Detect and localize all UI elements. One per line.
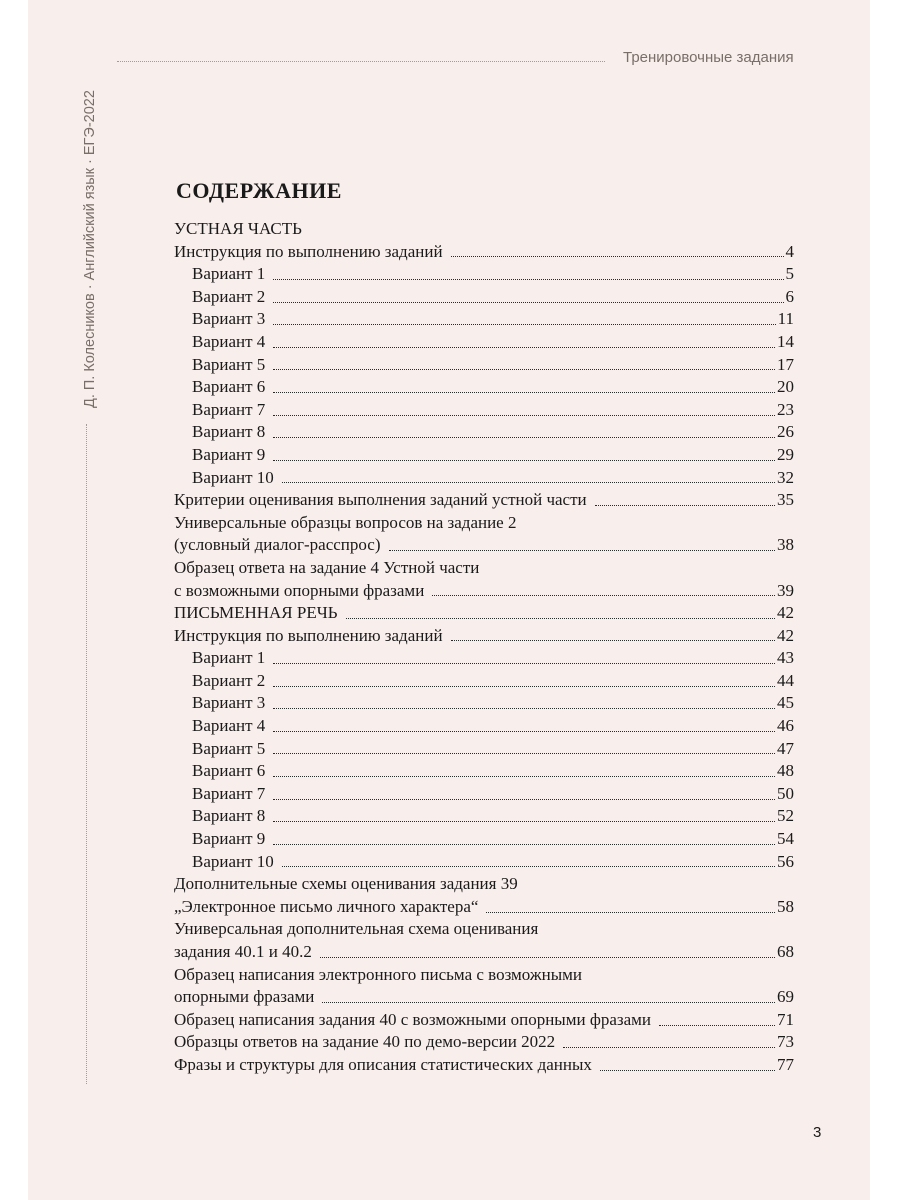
toc-entry-title: Вариант 7 [192,783,266,803]
toc-entry-page: 54 [777,829,794,849]
toc-leader-dots [563,1047,775,1048]
toc-entry [174,512,794,535]
toc-leader-dots [273,708,775,709]
toc-entry-page: 11 [777,309,794,329]
toc-entry-title: Инструкция по выполнению заданий [174,625,443,645]
toc-entry [174,896,794,919]
toc-entry [174,331,794,354]
toc-entry-title: Дополнительные схемы оценивания задания 39 [174,874,518,894]
toc-entry-title: Вариант 3 [192,309,266,329]
toc-leader-dots [273,844,775,845]
toc-entry-title: УСТНАЯ ЧАСТЬ [174,219,302,238]
toc-leader-dots [282,866,775,867]
toc-entry [174,1054,794,1077]
toc-leader-dots [273,686,775,687]
table-of-contents [174,218,794,1077]
toc-entry-page: 69 [777,987,794,1007]
toc-entry [174,580,794,603]
toc-entry [174,828,794,851]
toc-leader-dots [595,505,775,506]
toc-entry-title: Вариант 1 [192,648,266,668]
toc-entry-page: 52 [777,806,794,826]
toc-entry-title: Образец ответа на задание 4 Устной части [174,557,480,577]
toc-heading: СОДЕРЖАНИЕ [176,178,342,203]
toc-leader-dots [273,279,783,280]
toc-entry [174,851,794,874]
toc-entry-title: Вариант 8 [192,422,266,442]
toc-entry [174,918,794,941]
toc-entry [174,964,794,987]
toc-entry-page: 68 [777,942,794,961]
toc-entry-page: 5 [785,264,794,284]
toc-entry [174,354,794,377]
toc-leader-dots [273,460,775,461]
toc-leader-dots [389,550,775,551]
toc-entry [174,534,794,557]
toc-entry-page: 44 [777,670,794,690]
toc-entry-title: Вариант 9 [192,444,266,464]
toc-entry [174,647,794,670]
toc-entry [174,625,794,648]
toc-entry-title: Вариант 4 [192,716,266,736]
toc-leader-dots [273,663,775,664]
toc-entry-title: Вариант 7 [192,399,266,419]
toc-leader-dots [273,799,775,800]
toc-entry [174,715,794,738]
toc-entry [174,286,794,309]
running-section-title: Тренировочные задания [623,49,794,66]
toc-entry [174,986,794,1009]
toc-entry-title: Вариант 2 [192,670,266,690]
toc-entry-page: 45 [777,693,794,713]
toc-entry-page: 56 [777,851,794,871]
toc-entry [174,489,794,512]
toc-entry-page: 71 [777,1009,794,1029]
toc-entry-title: Вариант 10 [192,851,274,871]
toc-entry-title: Вариант 2 [192,286,266,306]
toc-leader-dots [432,595,775,596]
toc-entry-page: 42 [777,603,794,623]
toc-entry [174,263,794,286]
toc-entry [174,1031,794,1054]
toc-entry [174,941,794,964]
toc-entry [174,444,794,467]
toc-entry [174,1009,794,1032]
toc-entry-page: 20 [777,377,794,397]
toc-entry-title: Фразы и структуры для описания статистических данных [174,1054,592,1074]
toc-entry [174,241,794,264]
toc-leader-dots [486,912,775,913]
toc-entry-title: Вариант 6 [192,377,266,397]
toc-entry-title: Вариант 4 [192,331,266,351]
toc-entry [174,670,794,693]
toc-leader-dots [273,753,775,754]
toc-entry [174,738,794,761]
toc-leader-dots [451,640,775,641]
toc-leader-dots [273,821,775,822]
toc-entry-page: 77 [777,1054,794,1074]
toc-entry-page: 39 [777,580,794,600]
toc-entry-title: Вариант 5 [192,354,266,374]
toc-entry-page: 47 [777,738,794,758]
toc-entry [174,692,794,715]
toc-entry-title: Вариант 8 [192,806,266,826]
toc-entry [174,557,794,580]
toc-entry-title: Критерии оценивания выполнения заданий устной части [174,490,587,510]
toc-leader-dots [322,1002,775,1003]
toc-leader-dots [600,1070,775,1071]
toc-entry-page: 6 [785,286,794,306]
toc-entry-title: (условный диалог-расспрос) [174,535,381,555]
toc-entry [174,873,794,896]
running-author-title: Д. П. Колесников · Английский язык · ЕГЭ-2022 [82,90,98,408]
toc-entry-title: с возможными опорными фразами [174,580,425,600]
toc-entry-page: 50 [777,783,794,803]
toc-entry-title: Вариант 3 [192,693,266,713]
toc-leader-dots [346,618,775,619]
toc-entry-title: Вариант 10 [192,467,274,487]
toc-entry-title: „Электронное письмо личного характера“ [174,896,479,916]
toc-entry-page: 17 [777,354,794,374]
toc-entry-title: Вариант 1 [192,264,266,284]
toc-entry-title: Образцы ответов на задание 40 по демо-версии 2022 [174,1032,556,1052]
toc-entry-page: 23 [777,399,794,419]
toc-entry [174,467,794,490]
toc-entry-page: 29 [777,444,794,464]
toc-entry-title: опорными фразами [174,987,315,1007]
toc-entry-title: Универсальные образцы вопросов на задание 2 [174,512,517,532]
toc-entry [174,783,794,806]
toc-leader-dots [273,324,775,325]
toc-entry-title: Универсальная дополнительная схема оценивания [174,919,539,939]
toc-entry-page: 43 [777,648,794,668]
toc-entry [174,760,794,783]
toc-entry-title: Вариант 5 [192,738,266,758]
toc-entry-page: 42 [777,625,794,645]
toc-entry [174,308,794,331]
toc-entry-page: 58 [777,896,794,916]
toc-leader-dots [273,369,775,370]
toc-entry [174,421,794,444]
toc-leader-dots [659,1025,775,1026]
toc-entry-title: Вариант 9 [192,829,266,849]
toc-entry-page: 32 [777,467,794,487]
toc-entry-title: Вариант 6 [192,761,266,781]
toc-entry [174,602,794,625]
toc-entry-title: Инструкция по выполнению заданий [174,241,443,261]
toc-entry-page: 46 [777,716,794,736]
toc-leader-dots [273,392,775,393]
toc-leader-dots [320,957,775,958]
toc-entry [174,376,794,399]
toc-leader-dots [273,415,775,416]
page-number: 3 [813,1124,822,1141]
toc-entry-title: ПИСЬМЕННАЯ РЕЧЬ [174,603,338,623]
toc-leader-dots [273,437,775,438]
toc-entry-page: 26 [777,422,794,442]
toc-leader-dots [273,731,775,732]
toc-entry [174,399,794,422]
toc-leader-dots [273,302,783,303]
toc-entry-page: 14 [777,331,794,351]
toc-leader-dots [282,482,775,483]
toc-entry-title: Образец написания электронного письма с возможными [174,964,583,984]
toc-entry [174,218,794,241]
toc-entry-page: 35 [777,490,794,510]
toc-entry-page: 38 [777,535,794,555]
toc-leader-dots [273,347,775,348]
side-dotted-rule [86,424,87,1084]
toc-entry-page: 48 [777,761,794,781]
header-dotted-rule [117,61,605,62]
toc-entry-page: 73 [777,1032,794,1052]
toc-entry-title: Образец написания задания 40 с возможными опорными фразами [174,1009,652,1029]
toc-entry [174,805,794,828]
toc-entry-page: 4 [785,241,794,261]
toc-leader-dots [451,256,784,257]
toc-leader-dots [273,776,775,777]
toc-entry-title: задания 40.1 и 40.2 [174,942,312,961]
